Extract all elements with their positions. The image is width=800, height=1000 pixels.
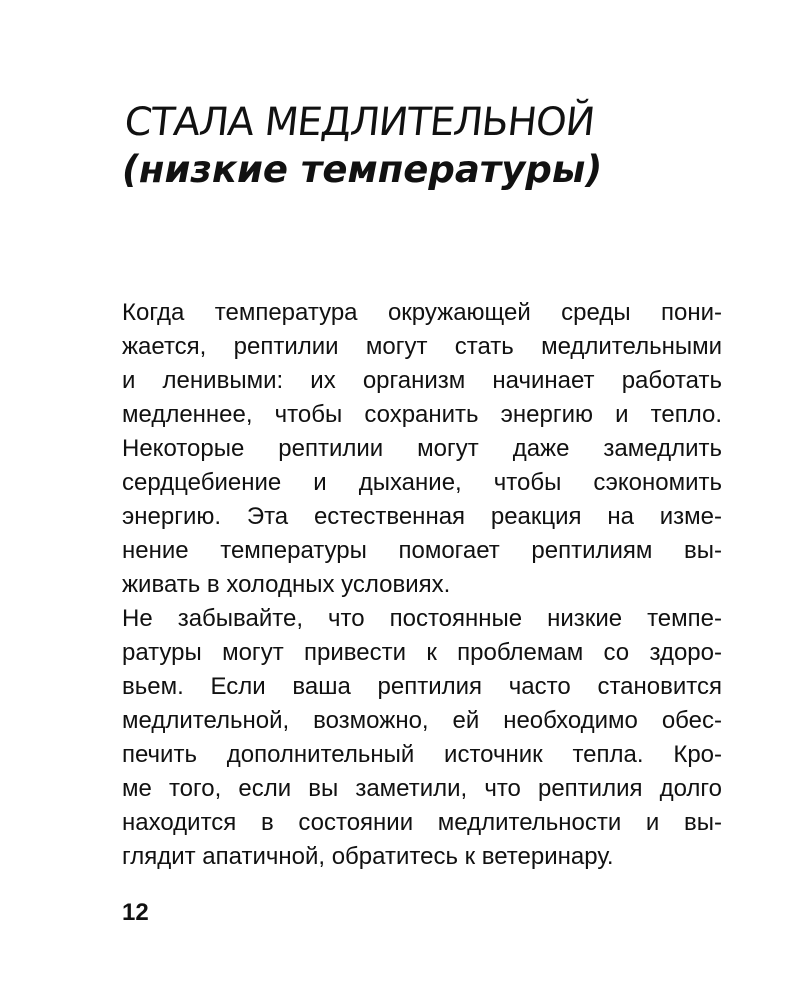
paragraph-2: [122, 602, 722, 874]
text-line: нение температуры помогает рептилиям вы-: [122, 537, 722, 564]
body-text: [122, 296, 722, 874]
text-line: медлительной, возможно, ей необходимо обес-: [122, 707, 722, 734]
heading-subtitle: (низкие температуры): [122, 148, 603, 191]
paragraph-1: [122, 296, 722, 602]
page-number: 12: [122, 899, 149, 926]
text-line: ме того, если вы заметили, что рептилия долго: [122, 775, 722, 802]
text-line: Когда температура окружающей среды пони-: [122, 299, 722, 326]
chapter-heading: [122, 98, 722, 192]
text-line: медленнее, чтобы сохранить энергию и тепло.: [122, 401, 722, 428]
text-line: живать в холодных условиях.: [122, 571, 451, 598]
text-line: печить дополнительный источник тепла. Кро-: [122, 741, 722, 768]
text-line: глядит апатичной, обратитесь к ветеринару.: [122, 843, 614, 870]
text-line: Не забывайте, что постоянные низкие темпе-: [122, 605, 722, 632]
text-line: энергию. Эта естественная реакция на изме-: [122, 503, 722, 530]
text-line: вьем. Если ваша рептилия часто становится: [122, 673, 722, 700]
text-line: сердцебиение и дыхание, чтобы сэкономить: [122, 469, 722, 496]
heading-main: СТАЛА МЕДЛИТЕЛЬНОЙ: [122, 100, 597, 145]
text-line: ратуры могут привести к проблемам со здоро-: [122, 639, 722, 666]
text-line: и ленивыми: их организм начинает работать: [122, 367, 722, 394]
text-line: находится в состоянии медлительности и вы-: [122, 809, 722, 836]
text-line: Некоторые рептилии могут даже замедлить: [122, 435, 722, 462]
text-line: жается, рептилии могут стать медлительными: [122, 333, 722, 360]
